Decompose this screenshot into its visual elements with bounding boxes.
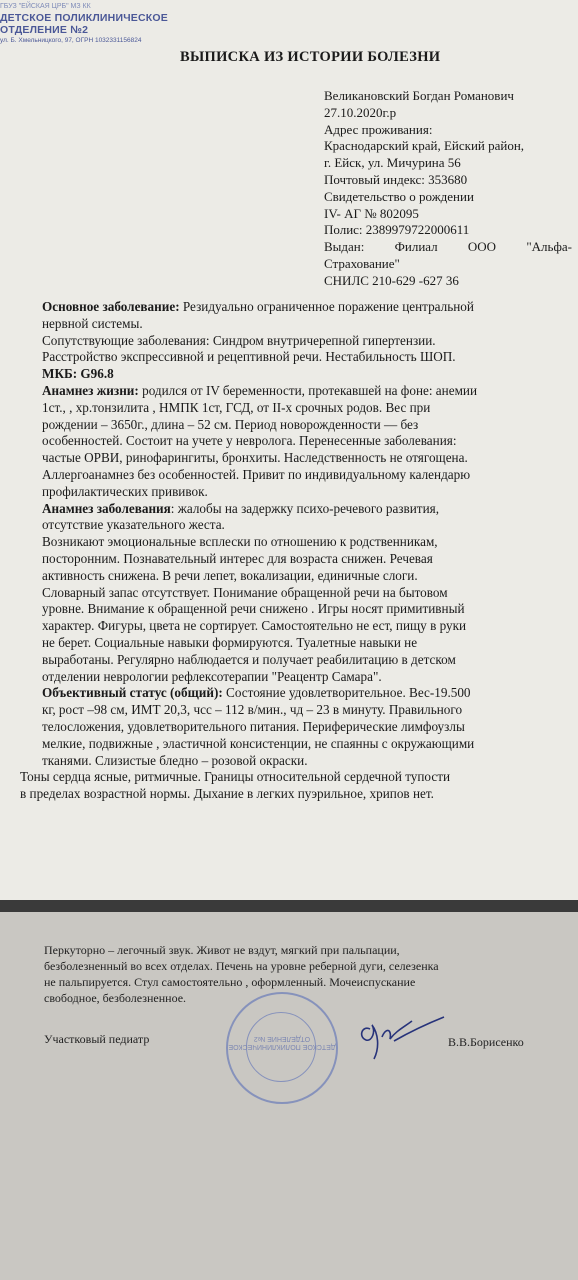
mkb-line: [42, 366, 572, 383]
anamnesis-life-label: Анамнез жизни:: [42, 382, 139, 398]
clinic-stamp-line4: ул. Б. Хмельницкого, 97, ОГРН 1032331156824: [0, 37, 142, 44]
insurance-issuer: [324, 239, 572, 256]
mkb-code: G96.8: [77, 366, 114, 382]
anamnesis-disease-line8: характер. Фигуры, цвета не сортирует. Самостоятельно не ест, пищу в руки: [42, 618, 467, 634]
anamnesis-life-line4: особенностей. Состоит на учете у невролога. Перенесенные заболевания:: [42, 433, 457, 449]
objective-line6: Тоны сердца ясные, ритмичные. Границы относительной сердечной тупости: [20, 769, 451, 785]
page2-line1: Перкуторно – легочный звук. Живот не вздут, мягкий при пальпации,: [44, 943, 400, 957]
address-line2: г. Ейск, ул. Мичурина 56: [324, 155, 461, 171]
medical-body: [20, 299, 572, 803]
page2-line3: не пальпируется. Стул самостоятельно , оформленный. Мочеиспускание: [44, 975, 416, 989]
main-diagnosis-line1: [42, 299, 572, 316]
anamnesis-disease-text: : жалобы на задержку психо-речевого развития,: [170, 500, 439, 516]
postal-code: Почтовый индекс: 353680: [324, 171, 468, 187]
issuer-word4: "Альфа-: [526, 239, 572, 255]
address-line1: Краснодарский край, Ейский район,: [324, 138, 525, 154]
issuer-word1: Выдан:: [324, 239, 365, 255]
insurance-policy: Полис: 2389979722000611: [324, 222, 470, 238]
page-gap: [0, 900, 578, 912]
birth-cert-number: IV- АГ № 802095: [324, 205, 419, 221]
objective-line2: кг, рост –98 см, ИМТ 20,3, чсс – 112 в/мин., чд – 23 в минуту. Правильного: [42, 702, 463, 718]
clinic-stamp-line3: ОТДЕЛЕНИЕ №2: [0, 24, 89, 36]
issuer-word2: Филиал: [394, 239, 438, 255]
mkb-label: МКБ:: [42, 366, 78, 382]
patient-name: Великановский Богдан Романович: [324, 88, 514, 103]
patient-dob: 27.10.2020г.р: [324, 104, 397, 120]
document-title: ВЫПИСКА ИЗ ИСТОРИИ БОЛЕЗНИ: [180, 49, 441, 65]
anamnesis-life-line6: Аллергоанамнез без особенностей. Привит по индивидуальному календарю: [42, 466, 471, 482]
main-diagnosis-line2: нервной системы.: [42, 315, 143, 331]
objective-text: Состояние удовлетворительное. Вес-19.500: [222, 685, 471, 701]
round-stamp-line2: ОТДЕЛЕНИЕ №2: [253, 1035, 311, 1042]
anamnesis-disease-label: Анамнез заболевания: [42, 500, 171, 516]
anamnesis-disease-line4: посторонним. Познавательный интерес для возраста снижен. Речевая: [42, 550, 433, 566]
document-page-2: [0, 912, 578, 1280]
objective-line5: тканями. Слизистые бледно – розовой окраски.: [42, 752, 308, 768]
page2-line2: безболезненный во всех отделах. Печень на уровне реберной дуги, селезенка: [44, 959, 439, 973]
anamnesis-disease-line3: Возникают эмоциональные всплески по отношению к родственникам,: [42, 534, 438, 550]
objective-line4: мелкие, подвижные , эластичной консистенции, не спаянны с окружающими: [42, 735, 475, 751]
anamnesis-disease-line6: Словарный запас отсутствует. Понимание обращенной речи на бытовом: [42, 584, 448, 600]
objective-line3: телосложения, удовлетворительного питания. Периферические лимфоузлы: [42, 718, 465, 734]
clinic-stamp-line2: ДЕТСКОЕ ПОЛИКЛИНИЧЕСКОЕ: [0, 12, 168, 24]
anamnesis-disease-line10: выработаны. Регулярно наблюдается и получает реабилитацию в детском: [42, 651, 456, 667]
objective-line1: [42, 685, 572, 702]
signer-role: Участковый педиатр: [44, 1032, 150, 1046]
anamnesis-disease-line1: [42, 501, 572, 518]
address-label: Адрес проживания:: [324, 121, 433, 137]
birth-cert-label: Свидетельство о рождении: [324, 188, 474, 204]
page2-line4: свободное, безболезненное.: [44, 991, 187, 1005]
doctor-name: В.В.Борисенко: [448, 1035, 524, 1049]
anamnesis-life-text: родился от IV беременности, протекавшей на фоне: анемии: [138, 382, 478, 398]
signature-icon: [352, 1007, 447, 1067]
anamnesis-disease-line2: отсутствие указательного жеста.: [42, 517, 225, 533]
anamnesis-life-line3: рождении – 3650г., длина – 52 см. Период новорожденности — без: [42, 416, 419, 432]
related-diagnosis-line1: Сопутствующие заболевания: Синдром внутричерепной гипертензии.: [42, 332, 436, 348]
round-stamp-line1: ДЕТСКОЕ ПОЛИКЛИНИЧЕСКОЕ: [228, 1043, 336, 1050]
main-diagnosis-label: Основное заболевание:: [42, 299, 180, 314]
anamnesis-life-line1: [42, 383, 572, 400]
patient-info: [324, 88, 572, 290]
anamnesis-disease-line7: уровне. Внимание к обращенной речи снижено . Игры носят примитивный: [42, 601, 465, 617]
clinic-stamp: [0, 2, 175, 46]
anamnesis-disease-line11: отделении неврологии рефлексотерапии "Реацентр Самара".: [42, 668, 382, 684]
round-stamp-icon: [226, 992, 338, 1104]
clinic-stamp-line1: ГБУЗ "ЕЙСКАЯ ЦРБ" МЗ КК: [0, 3, 91, 10]
main-diagnosis-text: Резидуально ограниченное поражение центральной: [179, 299, 474, 314]
issuer-word3: ООО: [467, 239, 497, 255]
objective-line7: в пределах возрастной нормы. Дыхание в легких пуэрильное, хрипов нет.: [20, 786, 434, 802]
anamnesis-disease-line5: активность снижена. В речи лепет, вокализации, единичные слоги.: [42, 567, 418, 583]
anamnesis-life-line2: 1ст., , хр.тонзилита , НМПК 1ст, ГСД, от II-х срочных родов. Вес при: [42, 399, 431, 415]
insurance-issuer-line2: Страхование": [324, 255, 400, 271]
round-stamp-text: [228, 1034, 336, 1050]
anamnesis-life-line5: частые ОРВИ, ринофарингиты, бронхиты. Наследственность не отягощена.: [42, 450, 468, 466]
snils: СНИЛС 210-629 -627 36: [324, 272, 459, 288]
anamnesis-life-line7: профилактических прививок.: [42, 483, 208, 499]
objective-label: Объективный статус (общий):: [42, 685, 223, 701]
anamnesis-disease-line9: не берет. Социальные навыки формируются. Туалетные навыки не: [42, 634, 418, 650]
related-diagnosis-line2: Расстройство экспрессивной и рецептивной речи. Нестабильность ШОП.: [42, 349, 456, 365]
